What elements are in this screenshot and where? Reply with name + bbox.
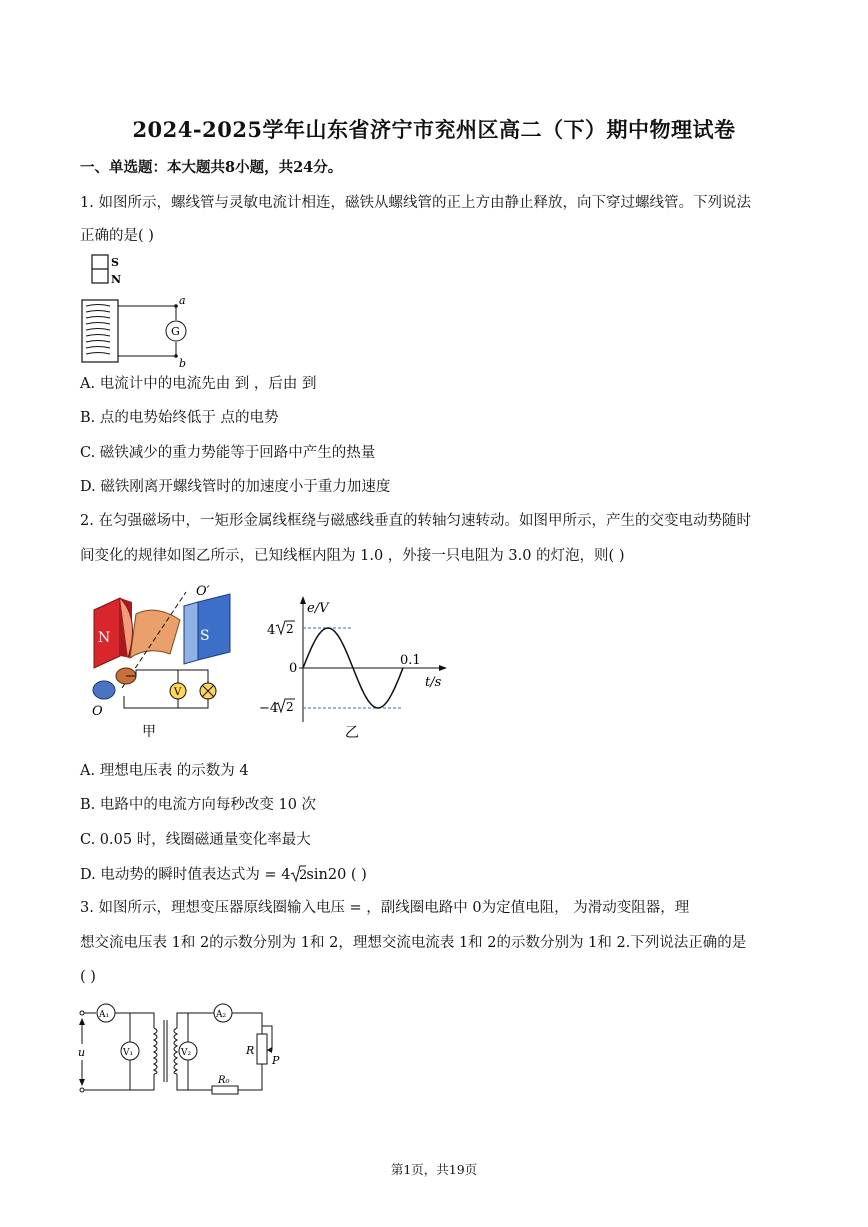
q2-option-b: B. 电路中的电流方向每秒改变 10 次: [80, 797, 317, 813]
p-label: P: [272, 1054, 280, 1067]
u-label: u: [78, 1046, 86, 1059]
page-footer: 第1页，共19页: [390, 1162, 478, 1177]
q2-option-d-text: D. 电动势的瞬时值表达式为 = 4: [80, 867, 291, 883]
q1-solenoid-figure: [76, 252, 196, 370]
point-a-label: a: [179, 294, 186, 307]
axis-o-prime-label: O′: [196, 584, 210, 599]
magnet-s-pole: [198, 594, 230, 660]
v2-label: V₂: [181, 1048, 192, 1058]
figure-a-caption: 甲: [142, 724, 156, 740]
q1-option-b: B. 点的电势始终低于 点的电势: [80, 410, 279, 426]
v1-label: V₁: [123, 1048, 134, 1058]
svg-text:2: 2: [286, 700, 294, 714]
x-tick-label: 0.1: [400, 653, 421, 668]
point-b-label: b: [179, 357, 187, 370]
resistor-r0: [212, 1086, 238, 1094]
q3-stem-line2: 想交流电压表 1和 2的示数分别为 1和 2，理想交流电流表 1和 2的示数分别为 1和 2.下列说法正确的是: [80, 935, 747, 951]
q2-option-a: A. 理想电压表 的示数为 4: [80, 763, 249, 779]
svg-text:2: 2: [286, 622, 294, 636]
origin-label: 0: [289, 661, 298, 676]
figure-b-caption: 乙: [345, 725, 359, 741]
y-min-label: −4: [259, 701, 279, 716]
sqrt-symbol: [290, 864, 306, 882]
q3-transformer-circuit: [72, 998, 282, 1100]
a1-label: A₁: [99, 1010, 110, 1020]
q1-option-d: D. 磁铁刚离开螺线管时的加速度小于重力加速度: [80, 479, 391, 495]
r-label: R: [246, 1044, 255, 1057]
q1-stem-line1: 1. 如图所示，螺线管与灵敏电流计相连，磁铁从螺线管的正上方由静止释放，向下穿过螺线管。下列说法: [80, 195, 751, 211]
magnet-s-label: S: [111, 256, 119, 269]
n-pole-label: N: [98, 630, 111, 646]
s-pole-label: S: [200, 628, 210, 644]
q2-option-d: [80, 864, 367, 885]
q3-stem-line1: 3. 如图所示，理想变压器原线圈输入电压 = ，副线圈电路中 0为定值电阻， 为滑动变阻器，理: [80, 900, 690, 916]
section-heading: 一、单选题：本大题共8小题，共24分。: [80, 159, 343, 176]
y-max-label: 4: [267, 623, 276, 638]
magnet-n-label: N: [111, 273, 122, 286]
q2-stem-line2: 间变化的规律如图乙所示，已知线框内阻为 1.0 ，外接一只电阻为 3.0 的灯泡，则( ): [80, 548, 625, 564]
page-title: 2024-2025学年山东省济宁市兖州区高二（下）期中物理试卷: [132, 117, 736, 142]
q2-emf-graph: [255, 592, 455, 742]
voltmeter-label: V: [174, 687, 182, 698]
q2-generator-figure: [80, 580, 240, 740]
y-axis-label: e/V: [307, 601, 329, 616]
r0-label: R₀: [218, 1075, 230, 1086]
svg-text:2: 2: [299, 868, 308, 883]
q2-stem-line1: 2. 在匀强磁场中，一矩形金属线框绕与磁感线垂直的转轴匀速转动。如图甲所示，产生的交变电动势随时: [80, 513, 751, 529]
q2-option-c: C. 0.05 时，线圈磁通量变化率最大: [80, 832, 311, 848]
q3-stem-line3: ( ): [80, 969, 96, 985]
a2-label: A₂: [216, 1010, 227, 1020]
rheostat-r: [257, 1034, 267, 1064]
q1-stem-line2: 正确的是( ): [80, 228, 154, 244]
x-axis-label: t/s: [425, 675, 442, 690]
q1-option-a: A. 电流计中的电流先由 到 ，后由 到: [80, 376, 317, 392]
axis-o-label: O: [92, 704, 103, 719]
q2-option-d-tail: sin20 ( ): [306, 867, 367, 883]
galvanometer-label: G: [171, 325, 180, 338]
q1-option-c: C. 磁铁减少的重力势能等于回路中产生的热量: [80, 445, 376, 461]
